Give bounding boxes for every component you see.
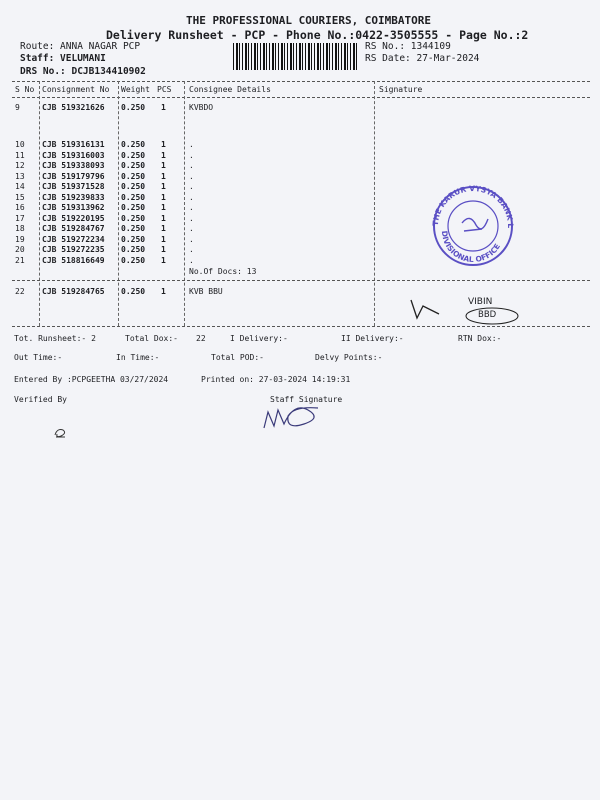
col-divider <box>374 81 375 326</box>
row-sno: 14 <box>15 182 25 191</box>
route: Route: ANNA NAGAR PCP <box>20 41 141 52</box>
row-sno: 22 <box>15 287 25 296</box>
row-pcs: 1 <box>161 140 166 149</box>
row-consignee: . <box>189 192 194 202</box>
table-header-rule <box>12 97 590 98</box>
row-consignee: . <box>189 234 194 244</box>
row-pcs: 1 <box>161 287 166 296</box>
row-consignment: CJB 519316003 <box>42 150 105 160</box>
row-consignee: . <box>189 213 194 223</box>
row-pcs: 1 <box>161 234 166 244</box>
table-header-consignee: Consignee Details <box>189 85 271 94</box>
row-weight: 0.250 <box>121 182 146 191</box>
printed-on: Printed on: 27-03-2024 14:19:31 <box>201 375 351 384</box>
table-header-sno: S No <box>15 85 35 94</box>
row-sno: 19 <box>15 234 25 244</box>
row-consignee: KVB BBU <box>189 287 223 296</box>
entered-by: Entered By :PCPGEETHA 03/27/2024 <box>14 375 169 384</box>
row-pcs: 1 <box>161 192 166 202</box>
staff-name: Staff: VELUMANI <box>20 53 106 64</box>
row-consignment: CJB 519284765 <box>42 287 105 296</box>
row-sno: 17 <box>15 213 25 223</box>
verified-by: Verified By <box>14 395 67 404</box>
row-consignment: CJB 519338093 <box>42 161 105 170</box>
scribble-mark <box>52 426 68 440</box>
col-divider <box>39 81 40 326</box>
total-dox-value: 22 <box>196 334 206 343</box>
in-time: In Time:- <box>116 353 160 362</box>
row-pcs: 1 <box>161 182 166 191</box>
tot-runsheet: Tot. Runsheet:- 2 <box>14 334 96 343</box>
row-pcs: 1 <box>161 213 166 223</box>
row-consignee: . <box>189 224 194 233</box>
i-delivery: I Delivery:- <box>230 334 288 343</box>
row-sno: 12 <box>15 161 25 170</box>
row-pcs: 1 <box>161 171 166 181</box>
row-weight: 0.250 <box>121 224 146 233</box>
doc-count: No.Of Docs: 13 <box>189 267 257 276</box>
out-time: Out Time:- <box>14 353 63 362</box>
row-weight: 0.250 <box>121 203 146 212</box>
consignee-signature <box>405 296 525 332</box>
table-header-signature: Signature <box>379 85 423 94</box>
row-sno: 16 <box>15 203 25 212</box>
barcode <box>233 43 359 70</box>
row-consignee: . <box>189 245 194 254</box>
col-divider <box>184 81 185 326</box>
bank-stamp <box>428 185 518 267</box>
staff-signature-label: Staff Signature <box>270 395 343 404</box>
row-pcs: 1 <box>161 224 166 233</box>
row-weight: 0.250 <box>121 171 146 181</box>
row-pcs: 1 <box>161 103 166 112</box>
table-header-weight: Weight <box>121 85 150 94</box>
row-consignee: . <box>189 182 194 191</box>
row-consignment: CJB 519220195 <box>42 213 105 223</box>
row-weight: 0.250 <box>121 213 146 223</box>
runsheet-title: Delivery Runsheet - PCP - Phone No.:0422-3505555 - Page No.:2 <box>106 28 529 42</box>
row-consignment: CJB 519316131 <box>42 140 105 149</box>
total-dox-label: Total Dox:- <box>125 334 178 343</box>
table-top-rule <box>12 81 590 82</box>
handwritten-name: VIBIN <box>468 297 493 307</box>
row-consignee: . <box>189 161 194 170</box>
row-consignee: . <box>189 203 194 212</box>
col-divider <box>118 81 119 326</box>
row-weight: 0.250 <box>121 161 146 170</box>
row-sno: 11 <box>15 150 25 160</box>
row-consignment: CJB 518816649 <box>42 256 105 265</box>
rtn-dox: RTN Dox:- <box>458 334 502 343</box>
row-weight: 0.250 <box>121 287 146 296</box>
table-divider <box>12 280 590 281</box>
row-weight: 0.250 <box>121 234 146 244</box>
row-consignee: KVBDO <box>189 103 214 112</box>
handwritten-branch: BBD <box>478 310 497 320</box>
svg-text:THE KARUR VYSYA BANK LTD.: THE KARUR VYSYA BANK L <box>430 185 516 227</box>
ii-delivery: II Delivery:- <box>341 334 404 343</box>
company-name: THE PROFESSIONAL COURIERS, COIMBATORE <box>186 14 432 27</box>
rs-date: RS Date: 27-Mar-2024 <box>365 53 480 64</box>
row-weight: 0.250 <box>121 140 146 149</box>
row-pcs: 1 <box>161 203 166 212</box>
row-consignee: . <box>189 256 194 265</box>
row-pcs: 1 <box>161 256 166 265</box>
row-consignee: . <box>189 140 194 149</box>
row-consignment: CJB 519321626 <box>42 103 105 112</box>
drs-number: DRS No.: DCJB134410902 <box>20 66 146 77</box>
row-sno: 18 <box>15 224 25 233</box>
row-consignment: CJB 519284767 <box>42 224 105 233</box>
staff-signature <box>258 398 348 434</box>
rs-number: RS No.: 1344109 <box>365 41 451 52</box>
row-weight: 0.250 <box>121 245 146 254</box>
row-weight: 0.250 <box>121 192 146 202</box>
row-consignment: CJB 519179796 <box>42 171 105 181</box>
row-consignee: . <box>189 150 194 160</box>
row-pcs: 1 <box>161 161 166 170</box>
total-pod: Total POD:- <box>211 353 264 362</box>
row-consignment: CJB 519371528 <box>42 182 105 191</box>
table-header-pcs: PCS <box>157 85 172 94</box>
row-consignment: CJB 519272235 <box>42 245 105 254</box>
row-weight: 0.250 <box>121 256 146 265</box>
table-header-consignment: Consignment No <box>42 85 110 94</box>
row-sno: 15 <box>15 192 25 202</box>
row-pcs: 1 <box>161 245 166 254</box>
svg-text:DIVISIONAL OFFICE: DIVISIONAL OFFICE <box>439 230 502 265</box>
row-consignment: CJB 519313962 <box>42 203 105 212</box>
row-consignment: CJB 519239833 <box>42 192 105 202</box>
row-sno: 20 <box>15 245 25 254</box>
row-sno: 13 <box>15 171 25 181</box>
row-consignment: CJB 519272234 <box>42 234 105 244</box>
row-sno: 10 <box>15 140 25 149</box>
row-sno: 21 <box>15 256 25 265</box>
delvy-points: Delvy Points:- <box>315 353 383 362</box>
row-consignee: . <box>189 171 194 181</box>
row-pcs: 1 <box>161 150 166 160</box>
row-sno: 9 <box>15 103 20 112</box>
row-weight: 0.250 <box>121 103 146 112</box>
row-weight: 0.250 <box>121 150 146 160</box>
